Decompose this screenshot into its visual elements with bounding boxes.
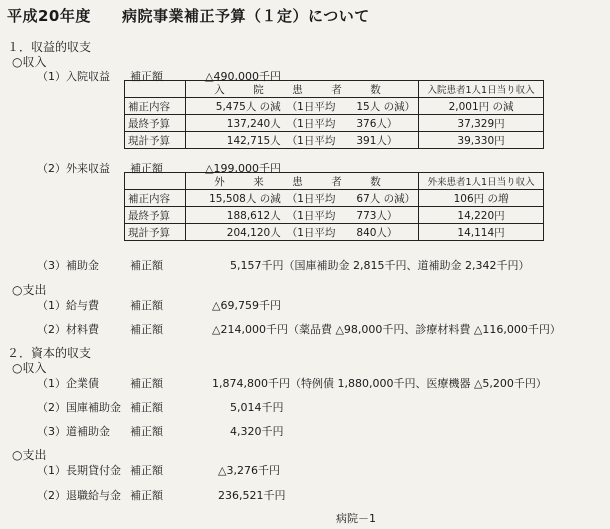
subsidy-correction-label: 補正額 (130, 259, 163, 272)
inpatient-correction-label: 補正額 (130, 70, 163, 83)
table-row (125, 132, 544, 149)
table-row (125, 98, 544, 115)
daily-average: （1日平均 67人 の減） (284, 190, 419, 207)
daily-average: （1日平均 773人） (284, 207, 419, 224)
inpatient-count-header: 入 院 患 者 数 (185, 81, 418, 98)
row-label: 最終予算 (125, 115, 186, 132)
salary-value: △69,759千円 (212, 299, 281, 312)
bond-value: 1,874,800千円（特例債 1,880,000千円、医療機器 △5,200千円） (212, 377, 547, 390)
retirement-correction-label: 補正額 (130, 489, 163, 502)
patient-count: 204,120人 (185, 224, 283, 241)
table-header-row (125, 173, 544, 190)
material-label: （2）材料費 (37, 323, 99, 336)
material-correction-label: 補正額 (130, 323, 163, 336)
per-patient-income: 37,329円 (419, 115, 544, 132)
patient-count: 5,475人 の減 (185, 98, 283, 115)
patient-count: 142,715人 (185, 132, 283, 149)
patient-count: 188,612人 (185, 207, 283, 224)
outpatient-count-header: 外 来 患 者 数 (185, 173, 418, 190)
inpatient-per-header: 入院患者1人1日当り収入 (419, 81, 544, 98)
per-patient-income: 14,114円 (419, 224, 544, 241)
outpatient-label: （2）外来収益 (37, 162, 110, 175)
page-title: 病院事業補正予算（１定）について (122, 7, 370, 25)
row-label: 最終予算 (125, 207, 186, 224)
row-label: 補正内容 (125, 98, 186, 115)
subsidy-label: （3）補助金 (37, 259, 99, 272)
salary-correction-label: 補正額 (130, 299, 163, 312)
daily-average: （1日平均 391人） (284, 132, 419, 149)
section-1-income-label: ○収入 (12, 55, 47, 69)
outpatient-correction-value: △199,000千円 (205, 162, 281, 175)
section-2-income-label: ○収入 (12, 361, 47, 375)
row-label: 現計予算 (125, 132, 186, 149)
retirement-label: （2）退職給与金 (37, 489, 121, 502)
prefectural-subsidy-correction-label: 補正額 (130, 425, 163, 438)
national-subsidy-correction-label: 補正額 (130, 401, 163, 414)
salary-label: （1）給与費 (37, 299, 99, 312)
loan-value: △3,276千円 (218, 464, 280, 477)
loan-label: （1）長期貸付金 (37, 464, 121, 477)
bond-correction-label: 補正額 (130, 377, 163, 390)
table-row (125, 207, 544, 224)
outpatient-table (124, 172, 544, 241)
per-patient-income: 106円 の増 (419, 190, 544, 207)
row-label: 補正内容 (125, 190, 186, 207)
prefectural-subsidy-label: （3）道補助金 (37, 425, 110, 438)
inpatient-table (124, 80, 544, 149)
per-patient-income: 14,220円 (419, 207, 544, 224)
outpatient-per-header: 外来患者1人1日当り収入 (419, 173, 544, 190)
retirement-value: 236,521千円 (218, 489, 286, 502)
prefectural-subsidy-value: 4,320千円 (230, 425, 284, 438)
national-subsidy-value: 5,014千円 (230, 401, 284, 414)
outpatient-correction-label: 補正額 (130, 162, 163, 175)
national-subsidy-label: （2）国庫補助金 (37, 401, 121, 414)
daily-average: （1日平均 15人 の減） (284, 98, 419, 115)
table-row (125, 190, 544, 207)
loan-correction-label: 補正額 (130, 464, 163, 477)
table-header-row (125, 81, 544, 98)
section-1-heading: １．収益的収支 (7, 40, 92, 54)
row-label: 現計予算 (125, 224, 186, 241)
page-number: 病院－1 (336, 512, 376, 525)
patient-count: 15,508人 の減 (185, 190, 283, 207)
fiscal-year: 平成20年度 (7, 7, 91, 25)
per-patient-income: 2,001円 の減 (419, 98, 544, 115)
inpatient-correction-value: △490,000千円 (205, 70, 281, 83)
material-value: △214,000千円（薬品費 △98,000千円、診療材料費 △116,000千円） (212, 323, 561, 336)
patient-count: 137,240人 (185, 115, 283, 132)
section-2-heading: ２．資本的収支 (7, 346, 92, 360)
daily-average: （1日平均 840人） (284, 224, 419, 241)
table-corner-cell (125, 81, 186, 98)
daily-average: （1日平均 376人） (284, 115, 419, 132)
subsidy-value: 5,157千円（国庫補助金 2,815千円、道補助金 2,342千円） (230, 259, 530, 272)
table-row (125, 224, 544, 241)
per-patient-income: 39,330円 (419, 132, 544, 149)
table-row (125, 115, 544, 132)
inpatient-label: （1）入院収益 (37, 70, 110, 83)
section-2-expense-label: ○支出 (12, 448, 47, 462)
table-corner-cell (125, 173, 186, 190)
section-1-expense-label: ○支出 (12, 283, 47, 297)
bond-label: （1）企業債 (37, 377, 99, 390)
